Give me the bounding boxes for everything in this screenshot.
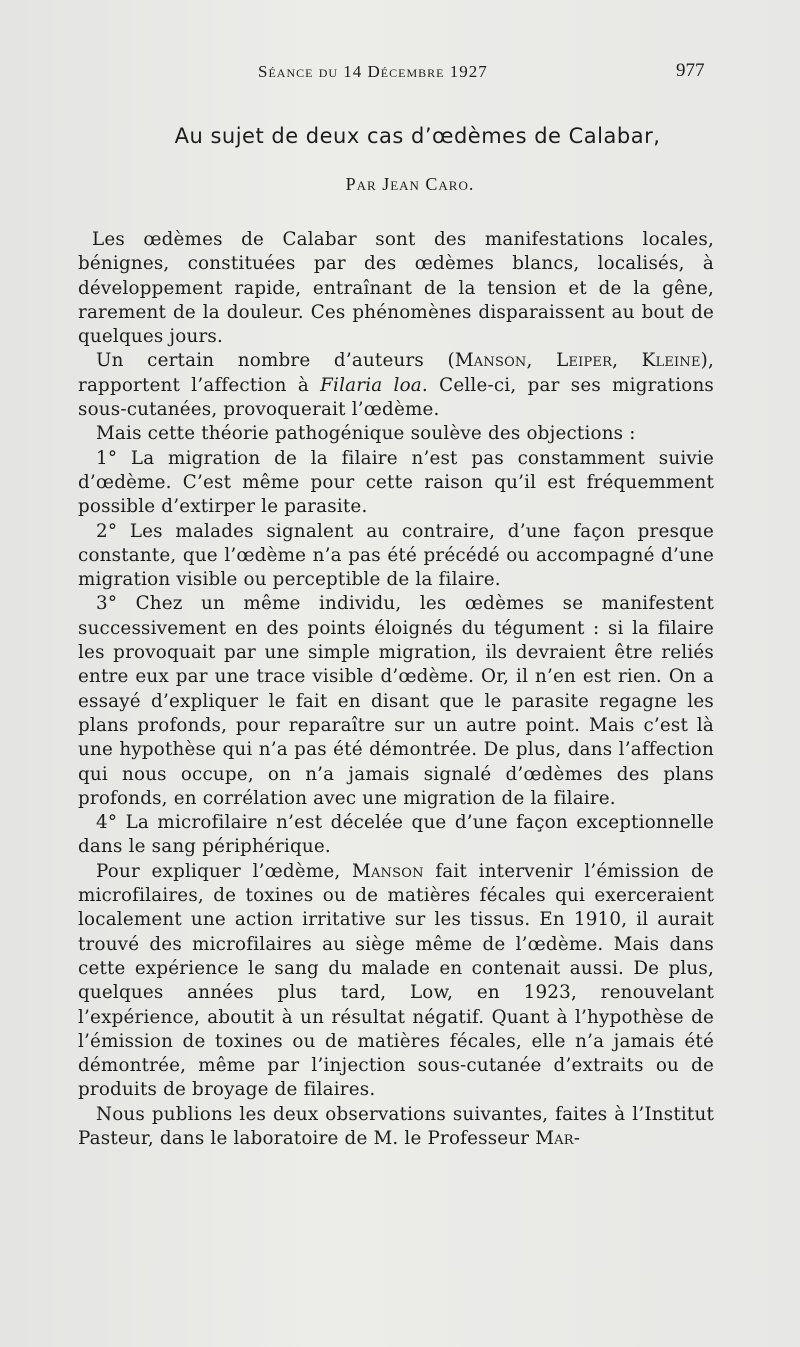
paragraph: 1° La migration de la filaire n’est pas constamment suivie d’œdème. C’est même pour cette raison qu’il est fréquemment possible d’extirper le parasite. (78, 447, 714, 518)
paragraph (78, 860, 714, 1103)
paragraph: Mais cette théorie pathogénique soulève des objections : (96, 423, 636, 445)
article-title: Au sujet de deux cas d’œdèmes de Calabar, (174, 124, 661, 148)
page-number: 977 (676, 60, 705, 81)
paragraph: 4° La microfilaire n’est décelée que d’une façon exceptionnelle dans le sang périphérique. (78, 812, 714, 858)
author-names: Manson, Leiper, Kleine (454, 350, 701, 372)
text-run: Nous publions les deux observations suivantes, faites à l’Institut Pasteur, dans le laboratoire de M. le Professeur (78, 1103, 714, 1149)
paragraph (78, 349, 714, 422)
text-run: ), rapportent l’affection à (78, 350, 714, 396)
text-run: . Celle-ci, par ses migrations sous-cutanées, provoquerait l’œdème. (78, 374, 715, 421)
author-name: Manson (352, 860, 424, 882)
author-name: Mar- (535, 1127, 581, 1149)
running-head: Séance du 14 Décembre 1927 (258, 62, 488, 81)
species-name: Filaria loa (320, 374, 422, 396)
text-run: Un certain nombre d’auteurs ( (96, 350, 455, 372)
paragraph: Les œdèmes de Calabar sont des manifestations locales, bénignes, constituées par des œdèmes blancs, localisés, à développement rapide, entraînant de la tension et de la gêne, rarement de la douleur. Ces phénomènes disparaissent au bout de quelques jours. (78, 229, 714, 348)
byline: Par Jean Caro. (345, 174, 475, 194)
paragraph: 2° Les malades signalent au contraire, d’une façon presque constante, que l’œdème n’a pas été précédé ou accompagné d’une migration visible ou perceptible de la filaire. (78, 520, 714, 591)
text-run: fait intervenir l’émission de microfilaires, de toxines ou de matières fécales qui exerceraient localement une action irritative sur les tissus. En 1910, il aurait trouvé des microfilaires au siège même de l’œdème. Mais dans cette expérience le sang du malade en contenait aussi. De plus, quelques années plus tard, Low, en 1923, renouvelant l’expérience, aboutit à un résultat négatif. Quant à l’hypothèse de l’émission de toxines ou de matières fécales, elle n’a jamais été démontrée, même par l’injection sous-cutanée d’extraits ou de produits de broyage de filaires. (78, 860, 714, 1101)
article-body (78, 228, 714, 1151)
paragraph: 3° Chez un même individu, les œdèmes se manifestent successivement en des points éloignés du tégument : si la filaire les provoquait par une simple migration, ils devraient être reliés entre eux par une trace visible d’œdème. Or, il n’en est rien. On a essayé d’expliquer le fait en disant que le parasite regagne les plans profonds, pour reparaître sur un autre point. Mais c’est là une hypothèse qui n’a pas été démontrée. De plus, dans l’affection qui nous occupe, on n’a jamais signalé d’œdèmes des plans profonds, en corrélation avec une migration de la filaire. (78, 593, 714, 809)
paragraph (78, 1103, 714, 1152)
text-run: Pour expliquer l’œdème, (96, 860, 353, 882)
